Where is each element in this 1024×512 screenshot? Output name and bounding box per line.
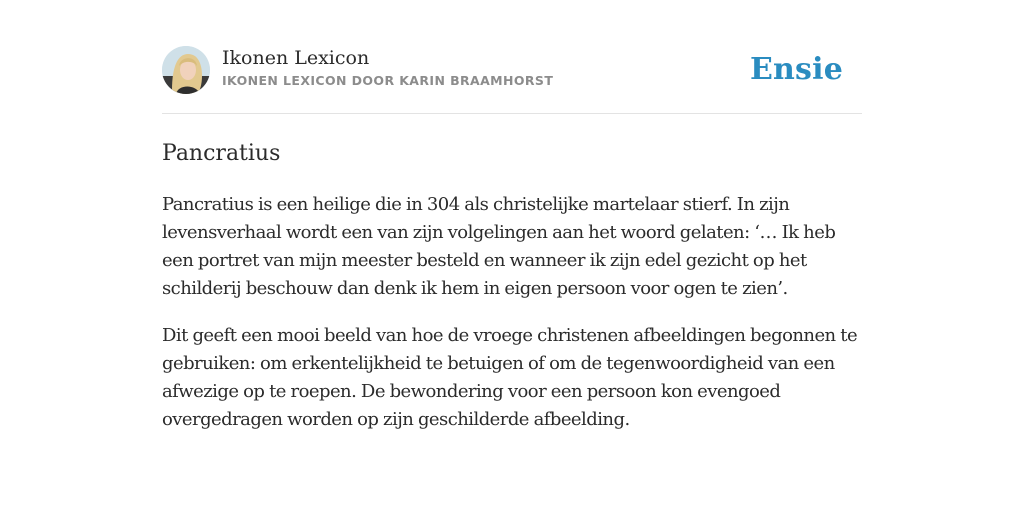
entry-title: Pancratius xyxy=(162,141,281,166)
author-subtitle[interactable]: IKONEN LEXICON DOOR KARIN BRAAMHORST xyxy=(222,73,554,88)
entry-card xyxy=(162,40,862,434)
author-name[interactable]: Ikonen Lexicon xyxy=(222,47,370,69)
entry-body xyxy=(162,191,862,434)
author-info xyxy=(222,46,553,89)
entry-header xyxy=(162,40,862,114)
body-paragraph: Dit geeft een mooi beeld van hoe de vroege christenen afbeeldingen begonnen te gebruiken: om erkentelijkheid te betuigen of om de tegenwoordigheid van een afwezige op te roepen. De bewondering voor een persoon kon evengoed overgedragen worden op zijn geschilderde afbeelding. xyxy=(162,325,858,430)
body-paragraph: Pancratius is een heilige die in 304 als christelijke martelaar stierf. In zijn levensverhaal wordt een van zijn volgelingen aan het woord gelaten: ‘… Ik heb een portret van mijn meester besteld en wanneer ik zijn edel gezicht op het schilderij beschouw dan denk ik hem in eigen persoon voor ogen te zien’. xyxy=(162,194,836,299)
avatar-photo-icon xyxy=(162,46,210,94)
brand-logo[interactable]: Ensie xyxy=(749,52,843,87)
author-avatar[interactable] xyxy=(162,46,210,94)
